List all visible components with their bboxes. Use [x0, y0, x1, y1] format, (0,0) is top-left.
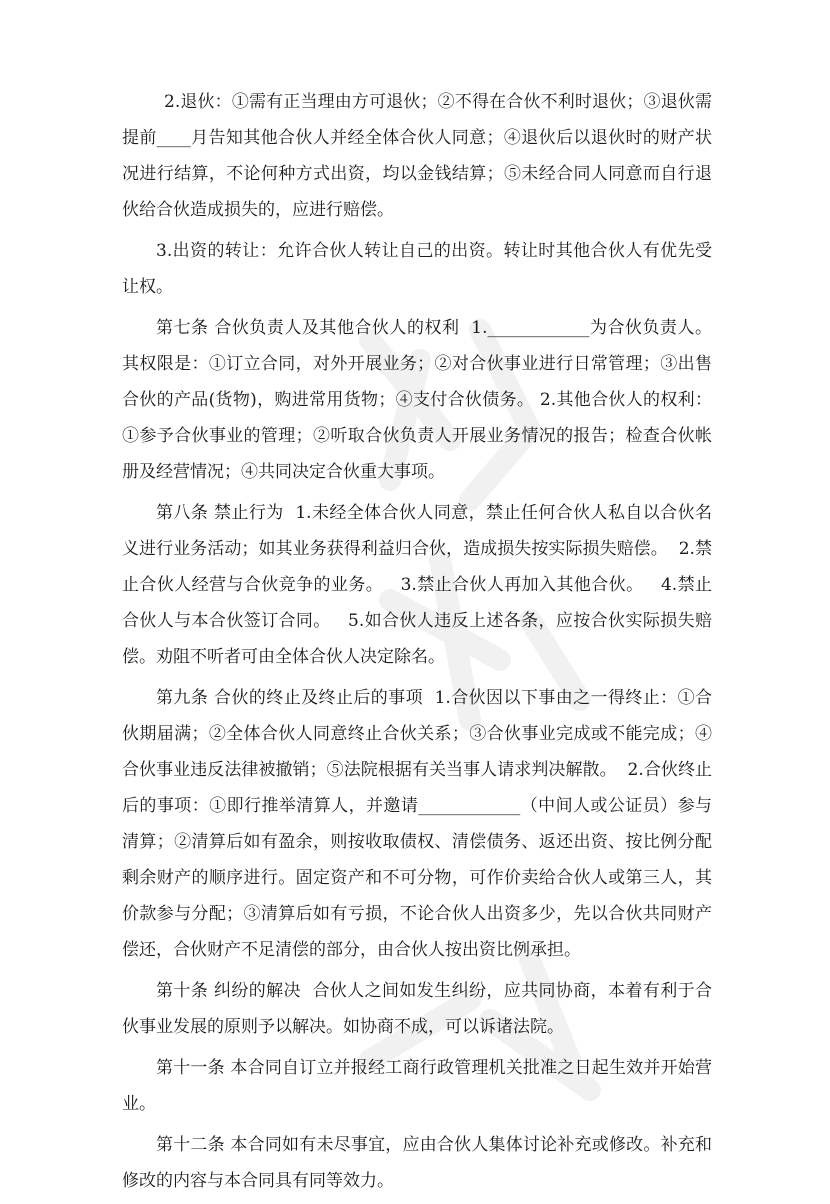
paragraph-article-7: 第七条 合伙负责人及其他合伙人的权利 1.____________为合伙负责人。其权限是：①订立合同，对外开展业务；②对合伙事业进行日常管理；③出售合伙的产品(货物)，购进常用货物；④支付合伙债务。 2.其他合伙人的权利：①参予合伙事业的管理；②听取合伙负责人开展业务情况的报告；检查合伙帐册及经营情况；④共同决定合伙重大事项。: [122, 318, 712, 482]
paragraph-article-12: 第十二条 本合同如有未尽事宜，应由合伙人集体讨论补充或修改。补充和修改的内容与本合同具有同等效力。: [122, 1135, 712, 1191]
paragraph-article-9: 第九条 合伙的终止及终止后的事项 1.合伙因以下事由之一得终止：①合伙期届满；②全体合伙人同意终止合伙关系；③合伙事业完成或不能完成；④合伙事业违反法律被撤销；⑤法院根据有关当事人请求判决解散。 2.合伙终止后的事项：①即行推举清算人，并邀请____________（中间人或公证员）参与清算；②清算后如有盈余，则按收取债权、清偿债务、返还出资、按比例分配剩余财产的顺序进行。固定资产和不可分物，可作价卖给合伙人或第三人，其价款参与分配；③清算后如有亏损，不论合伙人出资多少，先以合伙共同财产偿还，合伙财产不足清偿的部分，由合伙人按出资比例承担。: [122, 688, 712, 960]
paragraph-article-11: 第十一条 本合同自订立并报经工商行政管理机关批准之日起生效并开始营业。: [122, 1058, 712, 1114]
paragraph-withdrawal: 2.退伙：①需有正当理由方可退伙；②不得在合伙不利时退伙；③退伙需提前____月告知其他合伙人并经全体合伙人同意；④退伙后以退伙时的财产状况进行结算，不论何种方式出资，均以金钱结算；⑤未经合同人同意而自行退伙给合伙造成损失的，应进行赔偿。: [122, 92, 712, 220]
document-body: [122, 84, 712, 1204]
paragraph-capital-transfer: 3.出资的转让：允许合伙人转让自己的出资。转让时其他合伙人有优先受让权。: [122, 241, 712, 297]
paragraph-article-8: 第八条 禁止行为 1.未经全体合伙人同意，禁止任何合伙人私自以合伙名义进行业务活动；如其业务获得利益归合伙，造成损失按实际损失赔偿。 2.禁止合伙人经营与合伙竞争的业务。 3.禁止合伙人再加入其他合伙。 4.禁止合伙人与本合伙签订合同。 5.如合伙人违反上述各条，应按合伙实际损失赔偿。劝阻不听者可由全体合伙人决定除名。: [122, 503, 712, 667]
paragraph-article-10: 第十条 纠纷的解决 合伙人之间如发生纠纷，应共同协商，本着有利于合伙事业发展的原则予以解决。如协商不成，可以诉诸法院。: [122, 981, 712, 1037]
